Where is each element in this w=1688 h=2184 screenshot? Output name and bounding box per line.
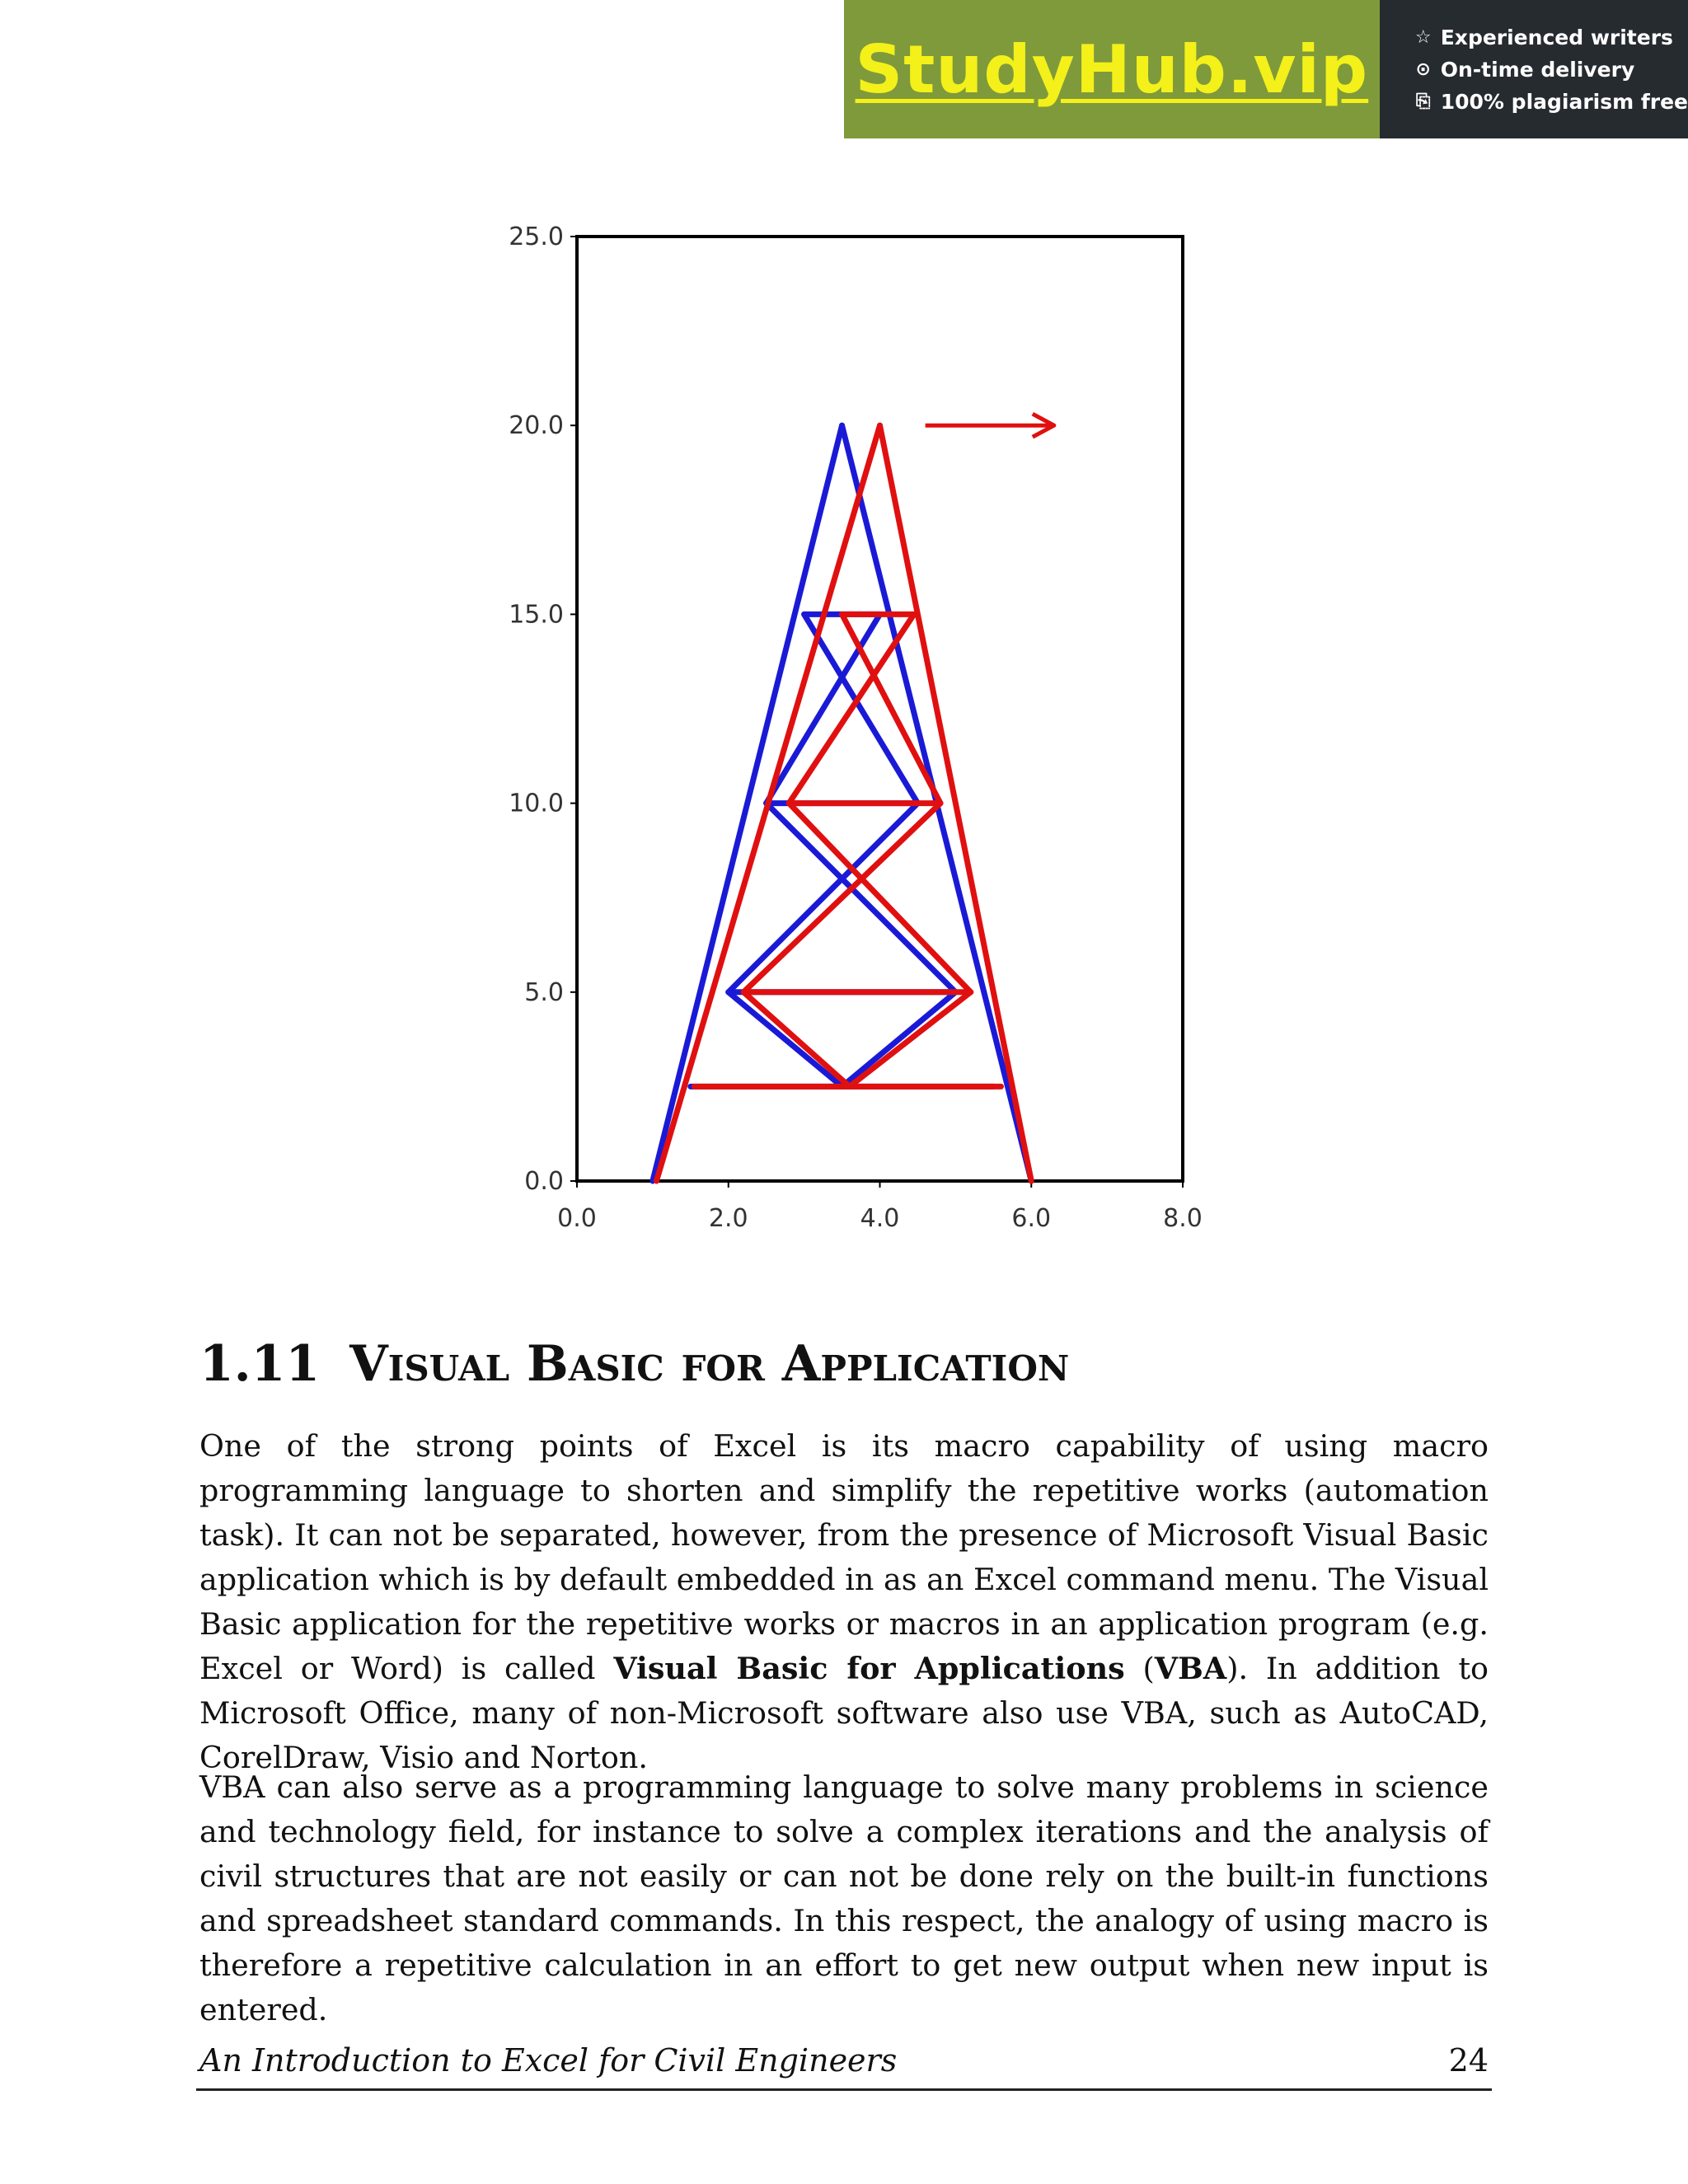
x-tick-label: 0.0: [557, 1204, 597, 1233]
copy-icon: ⎘: [1415, 91, 1431, 112]
clock-icon: ⊙: [1415, 59, 1431, 80]
truss-member: [743, 804, 940, 992]
brand-logo[interactable]: [844, 0, 1380, 138]
y-tick-label: 5.0: [524, 977, 564, 1007]
page-footer: [196, 2042, 1492, 2091]
x-tick-label: 4.0: [860, 1204, 900, 1233]
truss-member: [743, 992, 850, 1087]
truss-member: [842, 992, 956, 1087]
y-tick-label: 10.0: [509, 789, 564, 818]
truss-member: [729, 992, 842, 1087]
x-tick-label: 8.0: [1163, 1204, 1203, 1233]
paragraph-2: VBA can also serve as a programming language to solve many problems in science and technology field, for instance to solve a complex iterations and the analysis of civil structures that are not easily or can not be done rely on the built-in functions and spreadsheet standard commands. In this respect, the analogy of using macro is therefore a repetitive calculation in an effort to get new output when new input is entered.: [199, 1769, 1489, 2027]
footer-title: An Introduction to Excel for Civil Engineers: [199, 2042, 898, 2079]
x-tick-label: 6.0: [1011, 1204, 1052, 1233]
x-tick-label: 2.0: [708, 1204, 748, 1233]
paragraph-1-text-c: ). In addition to Microsoft Office, many of non-Microsoft software also use VBA, such as AutoCAD, CorelDraw, Visio and Norton.: [199, 1651, 1489, 1775]
perk-label: On-time delivery: [1440, 57, 1635, 82]
truss-member: [767, 804, 956, 992]
section-heading: [199, 1335, 1069, 1393]
truss-chart: [462, 206, 1220, 1277]
y-tick-label: 0.0: [524, 1167, 564, 1196]
perk-label: Experienced writers: [1440, 25, 1673, 49]
section-title: Visual Basic for Application: [349, 1335, 1070, 1393]
star-icon: ☆: [1414, 26, 1432, 48]
paragraph-1-text-a: One of the strong points of Excel is its macro capability of using macro programming language to shorten and simplify the repetitive works (automation task). It can not be separated, however, from the presence of Microsoft Visual Basic application which is by default embedded in as an Excel command menu. The Visual Basic application for the repetitive works or macros in an application program (e.g. Excel or Word) is called: [199, 1428, 1489, 1686]
perk-item: [1413, 26, 1688, 49]
perk-item: [1413, 90, 1688, 114]
page-number: 24: [1448, 2042, 1489, 2079]
plot-frame: [577, 237, 1183, 1181]
brand-name: StudyHub.vip: [855, 30, 1369, 108]
promo-banner[interactable]: [844, 0, 1688, 138]
y-tick-label: 25.0: [509, 223, 564, 251]
paragraph-1: [199, 1424, 1489, 1780]
truss-member: [789, 614, 914, 803]
paragraph-1-bold-vba: VBA: [1154, 1651, 1227, 1686]
series-deformed-truss: [656, 425, 1031, 1181]
perk-label: 100% plagiarism free: [1440, 89, 1688, 114]
paragraph-1-text-b: (: [1124, 1651, 1155, 1686]
y-tick-label: 20.0: [509, 411, 564, 441]
paragraph-1-bold-vba-full: Visual Basic for Applications: [613, 1651, 1125, 1686]
perks-list: [1380, 0, 1688, 138]
perk-item: [1413, 58, 1688, 82]
y-tick-label: 15.0: [509, 600, 564, 630]
section-number: 1.11: [199, 1335, 321, 1393]
truss-member: [850, 992, 971, 1087]
